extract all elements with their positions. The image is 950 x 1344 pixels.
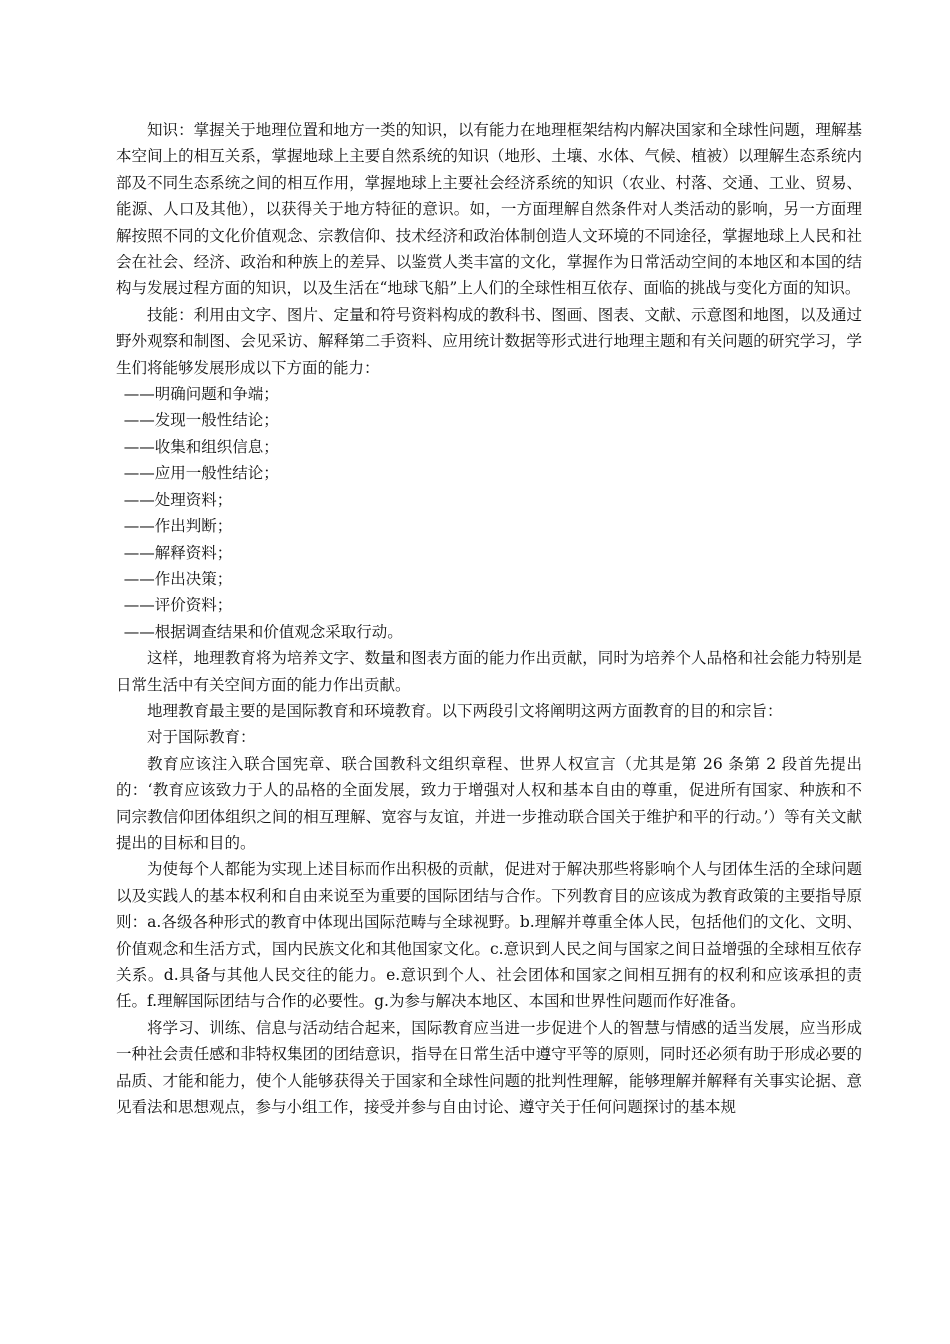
list-item: ——明确问题和争端； (123, 385, 279, 404)
list-item: ——解释资料； (123, 543, 233, 562)
paragraph-contribution: 这样，地理教育将为培养文字、数量和图表方面的能力作出贡献，同时为培养个人品格和社会能力特别是日常生活中有关空间方面的能力作出贡献。 (116, 649, 862, 694)
list-item: ——评价资料； (123, 596, 233, 615)
list-item: ——应用一般性结论； (123, 464, 279, 483)
list-item: ——发现一般性结论； (123, 411, 279, 430)
list-item: ——根据调查结果和价值观念采取行动。 (123, 622, 403, 641)
paragraph-principles: 为使每个人都能为实现上述目标而作出积极的贡献，促进对于解决那些将影响个人与团体生活的全球问题以及实践人的基本权利和自由来说至为重要的国际团结与合作。下列教育目的应该成为教育政策的主要指导原则：a.各级各种形式的教育中体现出国际范畴与全球视野。b.理解并尊重全体人民，包括他们的文化、文明、价值观念和生活方式，国内民族文化和其他国家文化。c.意识到人民之间与国家之间日益增强的全球相互依存关系。d.具备与其他人民交往的能力。e.意识到个人、社会团体和国家之间相互拥有的权利和应该承担的责任。f.理解国际团结与合作的必要性。g.为参与解决本地区、本国和世界性问题而作好准备。 (116, 860, 862, 1011)
paragraph-international-heading: 对于国际教育： (147, 728, 256, 747)
list-item: ——收集和组织信息； (123, 437, 279, 456)
document-body (116, 117, 862, 1120)
list-item: ——作出判断； (123, 517, 233, 536)
list-item: ——处理资料； (123, 490, 233, 509)
paragraph-knowledge: 知识：掌握关于地理位置和地方一类的知识，以有能力在地理框架结构内解决国家和全球性问题，理解基本空间上的相互关系，掌握地球上主要自然系统的知识（地形、土壤、水体、气候、植被）以理解生态系统内部及不同生态系统之间的相互作用，掌握地球上主要社会经济系统的知识（农业、村落、交通、工业、贸易、能源、人口及其他），以获得关于地方特征的意识。如，一方面理解自然条件对人类活动的影响，另一方面理解按照不同的文化价值观念、宗教信仰、技术经济和政治体制创造人文环境的不同途径，掌握地球上人民和社会在社会、经济、政治和种族上的差异、以鉴赏人类丰富的文化，掌握作为日常活动空间的本地区和本国的结构与发展过程方面的知识，以及生活在“地球飞船”上人们的全球性相互依存、面临的挑战与变化方面的知识。 (116, 121, 862, 298)
list-item: ——作出决策； (123, 569, 233, 588)
paragraph-un-charter: 教育应该注入联合国宪章、联合国教科文组织章程、世界人权宣言（尤其是第 26 条第 2 段首先提出的：‘教育应该致力于人的品格的全面发展，致力于增强对人权和基本自由的尊重，促进所有国家、种族和不同宗教信仰团体组织之间的相互理解、宽容与友谊，并进一步推动联合国关于维护和平的行动。’）等有关文献提出的目标和目的。 (116, 754, 862, 852)
paragraph-skills: 技能：利用由文字、图片、定量和符号资料构成的教科书、图画、图表、文献、示意图和地图，以及通过野外观察和制图、会见采访、解释第二手资料、应用统计数据等形式进行地理主题和有关问题的研究学习，学生们将能够发展形成以下方面的能力： (116, 305, 862, 377)
paragraph-learning: 将学习、训练、信息与活动结合起来，国际教育应当进一步促进个人的智慧与情感的适当发展，应当形成一种社会责任感和非特权集团的团结意识，指导在日常生活中遵守平等的原则，同时还必须有助于形成必要的品质、才能和能力，使个人能够获得关于国家和全球性问题的批判性理解，能够理解并解释有关事实论据、意见看法和思想观点，参与小组工作，接受并参与自由讨论、遵守关于任何问题探讨的基本规 (116, 1018, 862, 1117)
paragraph-main-education: 地理教育最主要的是国际教育和环境教育。以下两段引文将阐明这两方面教育的目的和宗旨： (147, 701, 783, 720)
